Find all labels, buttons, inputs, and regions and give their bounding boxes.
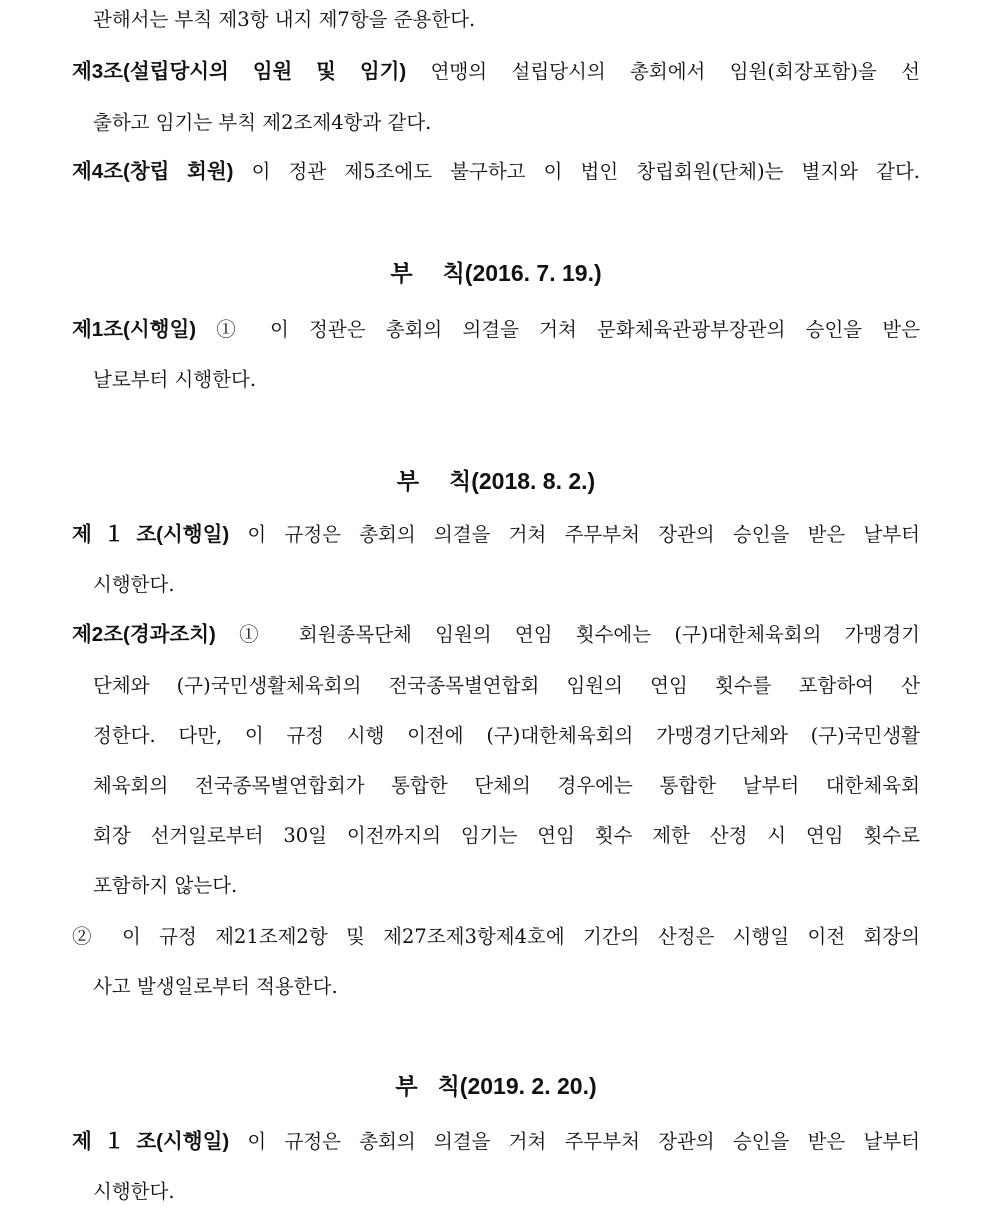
article-1-2019 [72,1127,920,1157]
article-text: ① 이 정관은 총회의 의결을 거쳐 문화체육관광부장관의 승인을 받은 [196,318,920,341]
article-3 [72,57,920,87]
supplementary-heading-2016: 부 칙(2016. 7. 19.) [390,260,602,286]
supplementary-heading-2018: 부 칙(2018. 8. 2.) [396,468,596,494]
paragraph-2-2018 [72,922,920,952]
article-heading: 제3조(설립당시의 임원 및 임기) [72,60,407,83]
paragraph-line [93,671,920,701]
paragraph-line [0,365,992,395]
text: 사고 발생일로부터 적용한다. [93,975,338,998]
article-text: 이 정관 제5조에도 불구하고 이 법인 창립회원(단체)는 별지와 같다. [233,160,920,183]
article-text: ① 회원종목단체 임원의 연임 횟수에는 (구)대한체육회의 가맹경기 [215,623,920,646]
text: 회장 선거일로부터 30일 이전까지의 임기는 연임 횟수 제한 산정 시 연임 횟수로 [93,824,920,847]
paragraph-line [93,821,920,851]
article-heading: 제１조(시행일) [72,1130,230,1153]
text: 관해서는 부칙 제3항 내지 제7항을 준용한다. [93,8,476,31]
article-heading: 제4조(창립 회원) [72,160,234,183]
paragraph-line [93,771,920,801]
text: 날로부터 시행한다. [93,368,257,391]
text: 단체와 (구)국민생활체육회의 전국종목별연합회 임원의 연임 횟수를 포함하여 산 [93,674,920,697]
article-text: 이 규정은 총회의 의결을 거쳐 주무부처 장관의 승인을 받은 날부터 [229,523,920,546]
article-heading: 제１조(시행일) [72,523,230,546]
paragraph-line [0,972,992,1002]
text: 정한다. 다만, 이 규정 시행 이전에 (구)대한체육회의 가맹경기단체와 (구)국민생활 [93,724,920,747]
paragraph-line [0,108,992,138]
article-2-2018 [72,620,920,650]
text: 시행한다. [93,1180,175,1203]
article-heading: 제2조(경과조치) [72,623,216,646]
article-heading: 제1조(시행일) [72,318,197,341]
text: 출하고 임기는 부칙 제2조제4항과 같다. [93,111,432,134]
text: 시행한다. [93,573,175,596]
article-text: 연맹의 설립당시의 총회에서 임원(회장포함)을 선 [406,60,921,83]
article-text: 이 규정은 총회의 의결을 거쳐 주무부처 장관의 승인을 받은 날부터 [229,1130,920,1153]
supplementary-heading-2019: 부 칙(2019. 2. 20.) [395,1073,597,1099]
text: 체육회의 전국종목별연합회가 통합한 단체의 경우에는 통합한 날부터 대한체육회 [93,774,920,797]
paragraph-line [0,570,992,600]
paragraph-line [0,871,992,901]
article-1-2016 [72,315,920,345]
text: ② 이 규정 제21조제2항 및 제27조제3항제4호에 기간의 산정은 시행일 이전 회장의 [72,925,920,948]
text: 포함하지 않는다. [93,874,238,897]
article-4 [72,157,920,187]
paragraph-line [93,721,920,751]
paragraph-line [0,5,992,35]
article-1-2018 [72,520,920,550]
paragraph-line [0,1177,992,1207]
